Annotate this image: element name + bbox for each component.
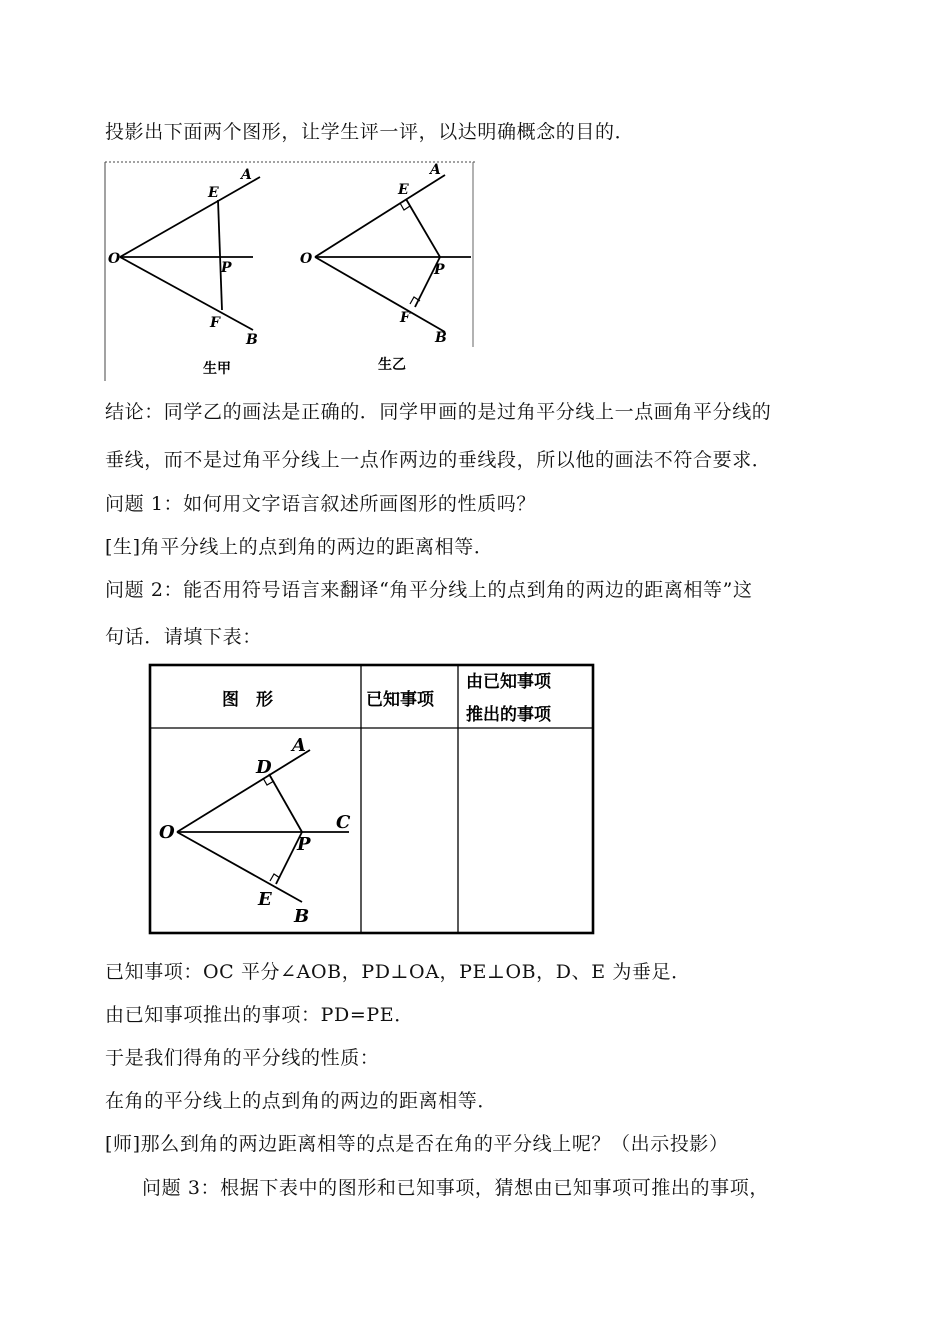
fig-a-label-f: F bbox=[210, 315, 220, 331]
table-label-o: O bbox=[159, 822, 175, 843]
table-label-p: P bbox=[297, 834, 311, 855]
known-items-line: 已知事项：OC 平分∠AOB，PD⊥OA，PE⊥OB，D、E 为垂足． bbox=[105, 961, 691, 983]
fig-a-label-p: P bbox=[221, 260, 232, 276]
fig-a-caption: 生甲 bbox=[203, 361, 231, 377]
drawing-b bbox=[315, 175, 471, 332]
question-1-line: 问题 1：如何用文字语言叙述所画图形的性质吗？ bbox=[105, 493, 536, 515]
table-label-a: A bbox=[292, 735, 306, 756]
property-statement-line: 在角的平分线上的点到角的两边的距离相等． bbox=[105, 1090, 498, 1112]
fig-b-label-e: E bbox=[398, 182, 409, 198]
intro-line: 投影出下面两个图形，让学生评一评，以达明确概念的目的． bbox=[105, 121, 635, 143]
property-intro-line: 于是我们得角的平分线的性质： bbox=[105, 1047, 380, 1069]
table-label-d: D bbox=[256, 757, 272, 778]
fig-b-caption: 生乙 bbox=[378, 357, 406, 373]
table-label-e: E bbox=[258, 889, 272, 910]
fig-b-label-f: F bbox=[400, 310, 410, 326]
drawing-a bbox=[120, 177, 260, 330]
derived-items-line: 由已知事项推出的事项：PD=PE． bbox=[105, 1004, 414, 1026]
conclusion-line-2: 垂线，而不是过角平分线上一点作两边的垂线段，所以他的画法不符合要求． bbox=[105, 449, 772, 471]
table-header-known: 已知事项 bbox=[366, 690, 434, 710]
conclusion-line-1: 结论：同学乙的画法是正确的．同学甲画的是过角平分线上一点画角平分线的 bbox=[105, 401, 772, 423]
student-answer-line: [生]角平分线上的点到角的两边的距离相等． bbox=[105, 536, 494, 558]
fig-b-label-o: O bbox=[300, 251, 313, 267]
fig-a-label-e: E bbox=[208, 185, 219, 201]
teacher-question-line: [师]那么到角的两边距离相等的点是否在角的平分线上呢？（出示投影） bbox=[105, 1133, 729, 1155]
table-label-c: C bbox=[336, 812, 351, 833]
student-drawings-figure bbox=[100, 157, 480, 382]
table-header-derived-2: 推出的事项 bbox=[466, 705, 551, 725]
fig-a-label-a: A bbox=[241, 167, 252, 183]
table-header-figure: 图 形 bbox=[222, 690, 273, 710]
question-2-line-2: 句话．请填下表： bbox=[105, 626, 262, 648]
fig-a-label-o: O bbox=[108, 251, 121, 267]
table-header-derived-1: 由已知事项 bbox=[466, 672, 551, 692]
fig-b-label-a: A bbox=[430, 162, 441, 178]
question-2-line-1: 问题 2：能否用符号语言来翻译“角平分线上的点到角的两边的距离相等”这 bbox=[105, 579, 753, 601]
question-3-line: 问题 3：根据下表中的图形和已知事项，猜想由已知事项可推出的事项， bbox=[142, 1177, 769, 1199]
fig-b-label-p: P bbox=[434, 262, 445, 278]
property-table bbox=[142, 660, 602, 935]
fig-b-label-b: B bbox=[435, 330, 447, 346]
fig-a-label-b: B bbox=[246, 332, 258, 348]
table-label-b: B bbox=[294, 906, 310, 927]
